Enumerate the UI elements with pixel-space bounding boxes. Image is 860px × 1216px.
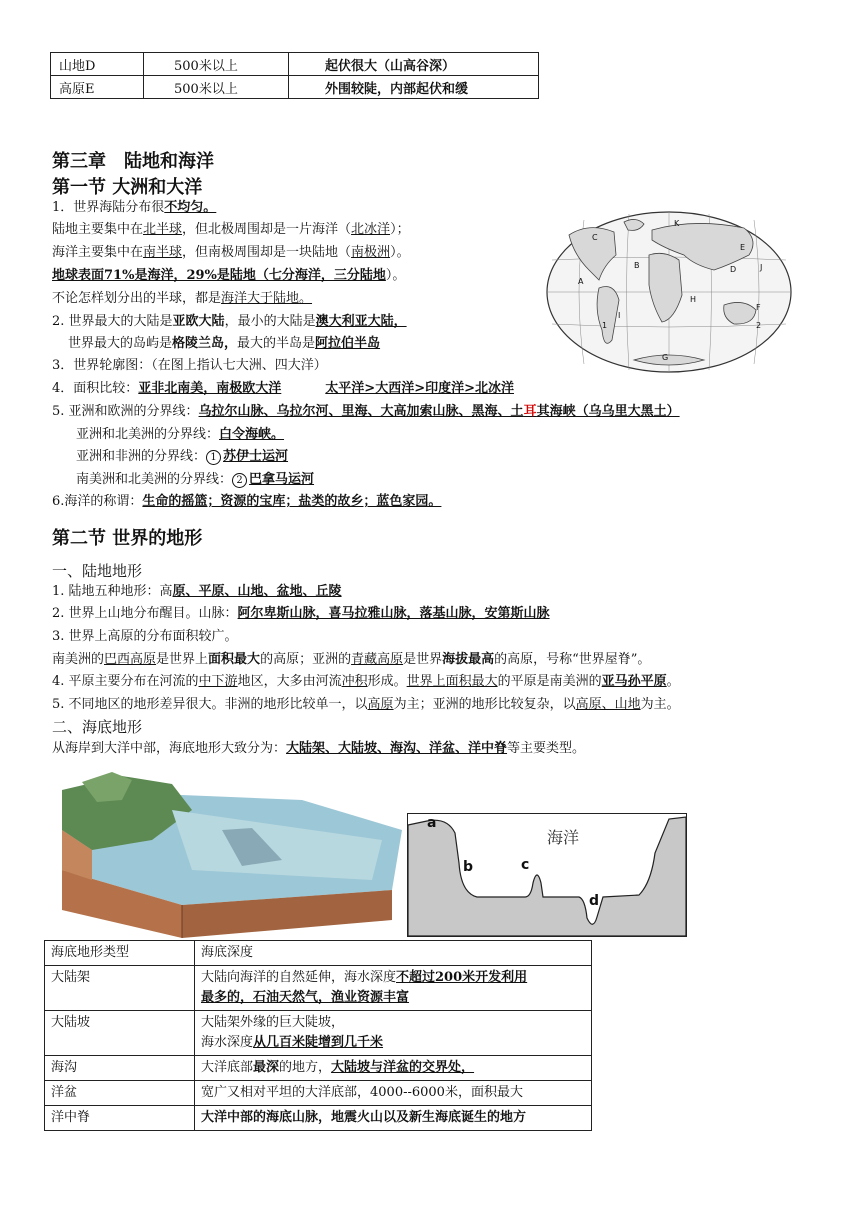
text-line: 1. 陆地五种地形：高原、平原、山地、盆地、丘陵 [52, 584, 342, 599]
text-line: 2. 世界最大的大陆是亚欧大陆，最小的大陆是澳大利亚大陆， [52, 314, 407, 329]
table-row [45, 1056, 592, 1081]
text-line: 地球表面71%是海洋，29%是陆地（七分海洋，三分陆地）。 [52, 268, 406, 283]
text-line: 3．世界轮廓图：（在图上指认七大洲、四大洋） [52, 358, 327, 373]
table-cell: 大陆向海洋的自然延伸，海水深度不超过200米开发利用 最多的，石油天然气，渔业资源丰富 [195, 966, 592, 1011]
seabed-block-diagram [52, 770, 408, 940]
text-line: 4. 平原主要分布在河流的中下游地区，大多由河流冲积形成。世界上面积最大的平原是南美洲的亚马孙平原。 [52, 674, 680, 689]
text-line: 海洋主要集中在南半球，但南极周围却是一块陆地（南极洲）。 [52, 245, 410, 260]
map-label-b: B [634, 261, 640, 270]
label-d: d [589, 893, 600, 909]
table-cell: 外围较陡，内部起伏和缓 [289, 76, 539, 99]
text-line: 从海岸到大洋中部，海底地形大致分为：大陆架、大陆坡、海沟、洋盆、洋中脊等主要类型。 [52, 741, 586, 756]
text-line: 亚洲和非洲的分界线： 1 苏伊士运河 [76, 449, 289, 464]
label-b: b [463, 859, 474, 875]
subsection-title: 一、陆地地形 [52, 562, 143, 580]
text-line: 1．世界海陆分布很不均匀。 [52, 200, 217, 215]
table-cell: 大陆架外缘的巨大陡坡， 海水深度从几百米陡增到几千米 [195, 1011, 592, 1056]
text-line: 南美洲和北美洲的分界线： 2 巴拿马运河 [76, 472, 315, 487]
text-line: 3. 世界上高原的分布面积较广。 [52, 629, 238, 644]
table-cell: 宽广又相对平坦的大洋底部，4000--6000米，面积最大 [195, 1081, 592, 1106]
label-a: a [427, 815, 437, 831]
table-cell: 海沟 [45, 1056, 195, 1081]
table-cell: 500米以上 [144, 53, 289, 76]
table-cell: 大洋底部最深的地方，大陆坡与洋盆的交界处， [195, 1056, 592, 1081]
table-cell: 大陆坡 [45, 1011, 195, 1056]
seabed-profile-diagram [407, 813, 687, 937]
table-header: 海底地形类型 [45, 941, 195, 966]
map-label-c: C [592, 233, 598, 242]
text-line: 亚洲和北美洲的分界线：白令海峡。 [76, 427, 285, 442]
table-row [45, 941, 592, 966]
table-cell: 起伏很大（山高谷深） [289, 53, 539, 76]
text-line: 南美洲的巴西高原是世界上面积最大的高原；亚洲的青藏高原是世界海拔最高的高原，号称“世界屋脊”。 [52, 652, 651, 667]
table-row [51, 53, 539, 76]
ocean-label: 海洋 [547, 828, 580, 847]
table-header: 海底深度 [195, 941, 592, 966]
seabed-table [44, 940, 592, 1131]
table-row [51, 76, 539, 99]
table-cell: 高原E [51, 76, 144, 99]
map-label-g: G [662, 353, 669, 362]
map-label-1: 1 [602, 321, 608, 330]
chapter-title: 第三章 陆地和海洋 [52, 151, 214, 172]
section-title: 第一节 大洲和大洋 [52, 177, 203, 198]
terrain-table [50, 52, 539, 99]
table-cell: 山地D [51, 53, 144, 76]
map-label-d: D [730, 265, 737, 274]
table-cell: 大洋中部的海底山脉，地震火山以及新生海底诞生的地方 [195, 1106, 592, 1131]
section-title: 第二节 世界的地形 [52, 528, 203, 549]
map-label-j: J [760, 263, 763, 272]
text-line: 5. 不同地区的地形差异很大。非洲的地形比较单一，以高原为主；亚洲的地形比较复杂，以高原、山地为主。 [52, 697, 680, 712]
table-cell: 500米以上 [144, 76, 289, 99]
table-cell: 洋中脊 [45, 1106, 195, 1131]
world-map [544, 210, 794, 375]
label-c: c [521, 857, 530, 873]
map-label-a: A [578, 277, 584, 286]
text-line: 世界最大的岛屿是格陵兰岛，最大的半岛是阿拉伯半岛 [68, 336, 381, 351]
map-label-2: 2 [756, 321, 762, 330]
map-label-e: E [740, 243, 746, 252]
text-line: 2. 世界上山地分布醒目。山脉：阿尔卑斯山脉，喜马拉雅山脉，落基山脉，安第斯山脉 [52, 606, 550, 621]
map-label-k: K [674, 219, 680, 228]
text-line: 4．面积比较：亚非北南美，南极欧大洋 太平洋>大西洋>印度洋>北冰洋 [52, 381, 514, 396]
text-line: 不论怎样划分出的半球，都是海洋大于陆地。 [52, 291, 313, 306]
table-cell: 洋盆 [45, 1081, 195, 1106]
table-row [45, 966, 592, 1011]
map-label-h: H [690, 295, 697, 304]
map-label-f: F [756, 303, 761, 312]
subsection-title: 二、海底地形 [52, 718, 143, 736]
table-row [45, 1106, 592, 1131]
map-label-i: I [618, 311, 621, 320]
table-row [45, 1081, 592, 1106]
text-line: 5. 亚洲和欧洲的分界线：乌拉尔山脉、乌拉尔河、里海、大高加索山脉、黑海、土耳其海峡（乌乌里大黑土） [52, 404, 680, 419]
text-line: 陆地主要集中在北半球，但北极周围却是一片海洋（北冰洋）； [52, 222, 410, 237]
text-line: 6.海洋的称谓：生命的摇篮；资源的宝库；盐类的故乡；蓝色家园。 [52, 494, 442, 509]
table-cell: 大陆架 [45, 966, 195, 1011]
table-row [45, 1011, 592, 1056]
